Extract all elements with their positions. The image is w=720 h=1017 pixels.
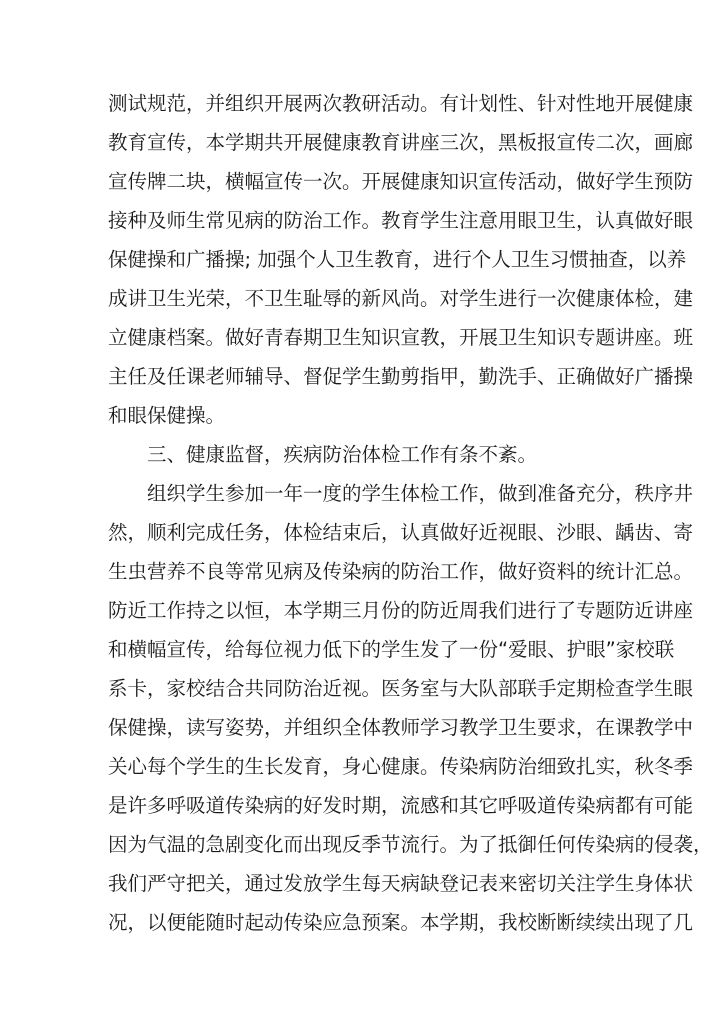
paragraph-line: 况，以便能随时起动传染应急预案。本学期，我校断断续续出现了几 bbox=[108, 911, 694, 934]
paragraph-line: 组织学生参加一年一度的学生体检工作，做到准备充分，秩序井 bbox=[147, 482, 694, 505]
paragraph-line: 我们严守把关，通过发放学生每天病缺登记表来密切关注学生身体状 bbox=[108, 872, 694, 895]
paragraph-line: 保健操和广播操; 加强个人卫生教育，进行个人卫生习惯抽查，以养 bbox=[108, 248, 687, 271]
paragraph-line: 立健康档案。做好青春期卫生知识宣教，开展卫生知识专题讲座。班 bbox=[108, 326, 694, 349]
section-heading: 三、健康监督，疾病防治体检工作有条不紊。 bbox=[147, 443, 538, 466]
paragraph-line: 系卡，家校结合共同防治近视。医务室与大队部联手定期检查学生眼 bbox=[108, 677, 694, 700]
paragraph-line: 因为气温的急剧变化而出现反季节流行。为了抵御任何传染病的侵袭， bbox=[108, 833, 713, 856]
paragraph-line: 成讲卫生光荣，不卫生耻辱的新风尚。对学生进行一次健康体检，建 bbox=[108, 287, 694, 310]
paragraph-line: 是许多呼吸道传染病的好发时期，流感和其它呼吸道传染病都有可能 bbox=[108, 794, 694, 817]
paragraph-line: 然，顺利完成任务，体检结束后，认真做好近视眼、沙眼、龋齿、寄 bbox=[108, 521, 694, 544]
paragraph-line: 保健操，读写姿势，并组织全体教师学习教学卫生要求，在课教学中 bbox=[108, 716, 694, 739]
paragraph-line: 主任及任课老师辅导、督促学生勤剪指甲，勤洗手、正确做好广播操 bbox=[108, 365, 694, 388]
paragraph-line: 和横幅宣传，给每位视力低下的学生发了一份“爱眼、护眼”家校联 bbox=[108, 638, 675, 661]
paragraph-line: 生虫营养不良等常见病及传染病的防治工作，做好资料的统计汇总。 bbox=[108, 560, 694, 583]
paragraph-line: 防近工作持之以恒，本学期三月份的防近周我们进行了专题防近讲座 bbox=[108, 599, 694, 622]
paragraph-line: 关心每个学生的生长发育，身心健康。传染病防治细致扎实，秋冬季 bbox=[108, 755, 694, 778]
paragraph-line: 教育宣传，本学期共开展健康教育讲座三次，黑板报宣传二次，画廊 bbox=[108, 131, 694, 154]
paragraph-line: 和眼保健操。 bbox=[108, 404, 226, 427]
paragraph-line: 测试规范，并组织开展两次教研活动。有计划性、针对性地开展健康 bbox=[108, 92, 694, 115]
paragraph-line: 宣传牌二块，横幅宣传一次。开展健康知识宣传活动，做好学生预防 bbox=[108, 170, 694, 193]
paragraph-line: 接种及师生常见病的防治工作。教育学生注意用眼卫生，认真做好眼 bbox=[108, 209, 694, 232]
